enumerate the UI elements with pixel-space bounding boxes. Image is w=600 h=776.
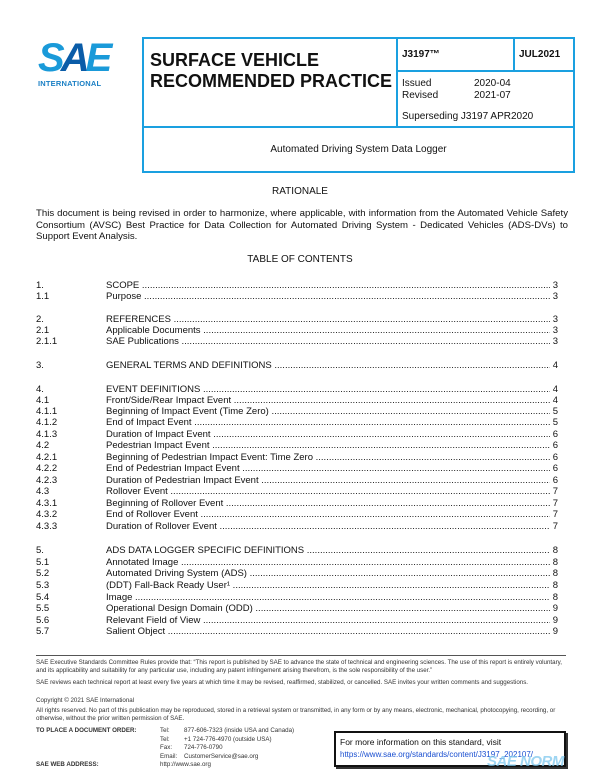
toc-title: ADS DATA LOGGER SPECIFIC DEFINITIONS .....: [106, 545, 550, 556]
toc-title: Relevant Field of View .....: [106, 615, 550, 626]
toc-page: 4: [552, 360, 558, 371]
toc-entry[interactable]: [36, 486, 558, 497]
toc-page: 7: [552, 498, 558, 509]
toc-entry[interactable]: [36, 395, 558, 406]
toc-title: GENERAL TERMS AND DEFINITIONS .....: [106, 360, 550, 371]
toc-entry[interactable]: [36, 384, 558, 395]
toc-page: 7: [552, 486, 558, 497]
toc-entry[interactable]: [36, 291, 558, 302]
toc-title: Annotated Image .....: [106, 557, 550, 568]
toc-entry[interactable]: [36, 406, 558, 417]
issued-value: 2020-04: [474, 78, 511, 89]
toc-entry[interactable]: [36, 452, 558, 463]
toc-entry[interactable]: [36, 568, 558, 579]
toc-title: End of Impact Event .....: [106, 417, 550, 428]
toc-title: REFERENCES .....: [106, 314, 550, 325]
footer-rights: All rights reserved. No part of this publication may be reproduced, stored in a retrieval system or transmitted, in any form or by any means, electronic, mechanical, photocopying, recording, or otherwise, without the prior written permission of SAE.: [36, 707, 556, 722]
toc-page: 8: [552, 568, 558, 579]
toc-entry[interactable]: [36, 336, 558, 347]
toc-title: Beginning of Impact Event (Time Zero) .....: [106, 406, 550, 417]
toc-entry[interactable]: [36, 314, 558, 325]
toc-number: 3.: [36, 360, 44, 371]
tel2: +1 724-776-4970 (outside USA): [184, 735, 272, 743]
toc-page: 6: [552, 440, 558, 451]
toc-page: 8: [552, 545, 558, 556]
rationale-text: This document is being revised in order to harmonize, where applicable, with information from the Automated Vehicle Safety Consortium (AVSC) Best Practice for Data Collection for Automated Driving System - Dedicated Vehicles (ADS-DVs) to Support Event Analysis.: [36, 208, 568, 242]
toc-page: 8: [552, 580, 558, 591]
toc-title: Purpose .....: [106, 291, 550, 302]
toc-title: SCOPE .....: [106, 280, 550, 291]
toc-number: 4.1.1: [36, 406, 58, 417]
logo-subtitle: INTERNATIONAL: [38, 79, 102, 88]
toc-number: 5.4: [36, 592, 50, 603]
toc-title: (DDT) Fall-Back Ready User¹ .....: [106, 580, 550, 591]
toc-number: 4.1.2: [36, 417, 58, 428]
toc-title: Front/Side/Rear Impact Event .....: [106, 395, 550, 406]
toc-entry[interactable]: [36, 498, 558, 509]
toc-number: 4.1.3: [36, 429, 58, 440]
footer-review: SAE reviews each technical report at least every five years at which time it may be revised, reaffirmed, stabilized, or cancelled. SAE invites your written comments and suggestions.: [36, 679, 529, 686]
document-title: Automated Driving System Data Logger: [270, 144, 447, 155]
toc-page: 3: [552, 325, 558, 336]
toc-entry[interactable]: [36, 360, 558, 371]
toc-page: 9: [552, 626, 558, 637]
toc-entry[interactable]: [36, 325, 558, 336]
tel1-label: Tel:: [160, 727, 170, 734]
toc-number: 4.3: [36, 486, 50, 497]
toc-title: Automated Driving System (ADS) .....: [106, 568, 550, 579]
toc-title: Duration of Rollover Event .....: [106, 521, 550, 532]
toc-entry[interactable]: [36, 509, 558, 520]
doc-type-line1: SURFACE VEHICLE: [150, 50, 320, 70]
toc-number: 4.3.2: [36, 509, 58, 520]
toc-entry[interactable]: [36, 417, 558, 428]
web-label: SAE WEB ADDRESS:: [36, 761, 99, 768]
toc-heading: TABLE OF CONTENTS: [247, 254, 353, 265]
watermark: SAE NORM: [487, 753, 564, 770]
logo-mark: SAE: [38, 36, 109, 80]
toc-page: 3: [552, 336, 558, 347]
toc-number: 4.3.1: [36, 498, 58, 509]
toc-entry[interactable]: [36, 626, 558, 637]
toc-number: 4.2: [36, 440, 50, 451]
toc-title: Beginning of Rollover Event .....: [106, 498, 550, 509]
toc-number: 2.1.1: [36, 336, 58, 347]
sae-logo: [38, 38, 128, 88]
toc-number: 1.1: [36, 291, 50, 302]
footer-divider: [36, 655, 566, 656]
toc-number: 2.1: [36, 325, 50, 336]
toc-page: 8: [552, 592, 558, 603]
footer-copyright: Copyright © 2021 SAE International: [36, 697, 135, 704]
toc-entry[interactable]: [36, 440, 558, 451]
toc-page: 7: [552, 509, 558, 520]
toc-entry[interactable]: [36, 557, 558, 568]
document-type: [150, 50, 392, 92]
toc-number: 5.: [36, 545, 44, 556]
toc-title: EVENT DEFINITIONS .....: [106, 384, 550, 395]
toc-entry[interactable]: [36, 475, 558, 486]
toc-title: End of Pedestrian Impact Event .....: [106, 463, 550, 474]
toc-page: 6: [552, 463, 558, 474]
toc-page: 6: [552, 475, 558, 486]
revised-value: 2021-07: [474, 90, 511, 101]
fax-label: Fax:: [160, 744, 173, 752]
toc-page: 6: [552, 429, 558, 440]
toc-entry[interactable]: [36, 545, 558, 556]
toc-entry[interactable]: [36, 463, 558, 474]
toc-title: Salient Object .....: [106, 626, 550, 637]
toc-title: SAE Publications .....: [106, 336, 550, 347]
tel1: 877-606-7323 (inside USA and Canada): [184, 727, 295, 734]
toc-title: Applicable Documents .....: [106, 325, 550, 336]
toc-entry[interactable]: [36, 521, 558, 532]
toc-page: 5: [552, 417, 558, 428]
document-date: JUL2021: [519, 49, 561, 60]
toc-entry[interactable]: [36, 580, 558, 591]
email[interactable]: CustomerService@sae.org: [184, 752, 259, 760]
footer-rules: SAE Executive Standards Committee Rules provide that: “This report is published by SAE to advance the state of technical and engineering sciences. The use of this report is entirely voluntary, and its applicability and suitability for any particular use, including any patent infringement arising therefrom, is the sole responsibility of the user.”: [36, 659, 562, 674]
toc-entry[interactable]: [36, 280, 558, 291]
order-label: TO PLACE A DOCUMENT ORDER:: [36, 727, 137, 734]
email-label: Email:: [160, 752, 178, 760]
toc-title: Duration of Pedestrian Impact Event .....: [106, 475, 550, 486]
toc-title: Beginning of Pedestrian Impact Event: Time Zero .....: [106, 452, 550, 463]
toc-page: 8: [552, 557, 558, 568]
toc-number: 4.2.1: [36, 452, 58, 463]
document-number: J3197™: [402, 49, 440, 60]
toc-number: 5.7: [36, 626, 50, 637]
rationale-heading: RATIONALE: [272, 186, 328, 197]
toc-title: Rollover Event .....: [106, 486, 550, 497]
toc-page: 3: [552, 291, 558, 302]
toc-number: 5.2: [36, 568, 50, 579]
toc-title: Image .....: [106, 592, 550, 603]
tel2-label: Tel:: [160, 735, 170, 743]
toc-page: 9: [552, 603, 558, 614]
toc-page: 5: [552, 406, 558, 417]
toc-number: 4.1: [36, 395, 50, 406]
toc-page: 3: [552, 280, 558, 291]
toc-page: 7: [552, 521, 558, 532]
toc-number: 4.: [36, 384, 44, 395]
toc-number: 4.2.2: [36, 463, 58, 474]
toc-title: End of Rollover Event .....: [106, 509, 550, 520]
toc-page: 6: [552, 452, 558, 463]
toc-number: 2.: [36, 314, 44, 325]
web-address[interactable]: http://www.sae.org: [160, 761, 211, 768]
revised-label: Revised: [402, 90, 439, 101]
toc-page: 9: [552, 615, 558, 626]
toc-entry[interactable]: [36, 429, 558, 440]
toc-number: 5.6: [36, 615, 50, 626]
doc-type-line2: RECOMMENDED PRACTICE: [150, 71, 393, 91]
toc-title: Pedestrian Impact Event .....: [106, 440, 550, 451]
superseding: Superseding J3197 APR2020: [402, 111, 534, 122]
toc-number: 4.2.3: [36, 475, 58, 486]
toc-page: 4: [552, 395, 558, 406]
fax: 724-776-0790: [184, 744, 223, 752]
toc-page: 3: [552, 314, 558, 325]
toc-title: Duration of Impact Event .....: [106, 429, 550, 440]
toc-number: 4.3.3: [36, 521, 58, 532]
info-text: For more information on this standard, visit: [340, 737, 502, 747]
toc-number: 5.5: [36, 603, 50, 614]
toc-entry[interactable]: [36, 603, 558, 614]
toc-entry[interactable]: [36, 592, 558, 603]
toc-number: 5.1: [36, 557, 50, 568]
issued-label: Issued: [402, 78, 432, 89]
toc-entry[interactable]: [36, 615, 558, 626]
toc-page: 4: [552, 384, 558, 395]
toc-number: 5.3: [36, 580, 50, 591]
order-contacts: [160, 727, 294, 761]
toc-number: 1.: [36, 280, 44, 291]
standard-link[interactable]: https://www.sae.org/standards/content/J3197_202107/: [340, 750, 534, 759]
toc-title: Operational Design Domain (ODD) .....: [106, 603, 550, 614]
